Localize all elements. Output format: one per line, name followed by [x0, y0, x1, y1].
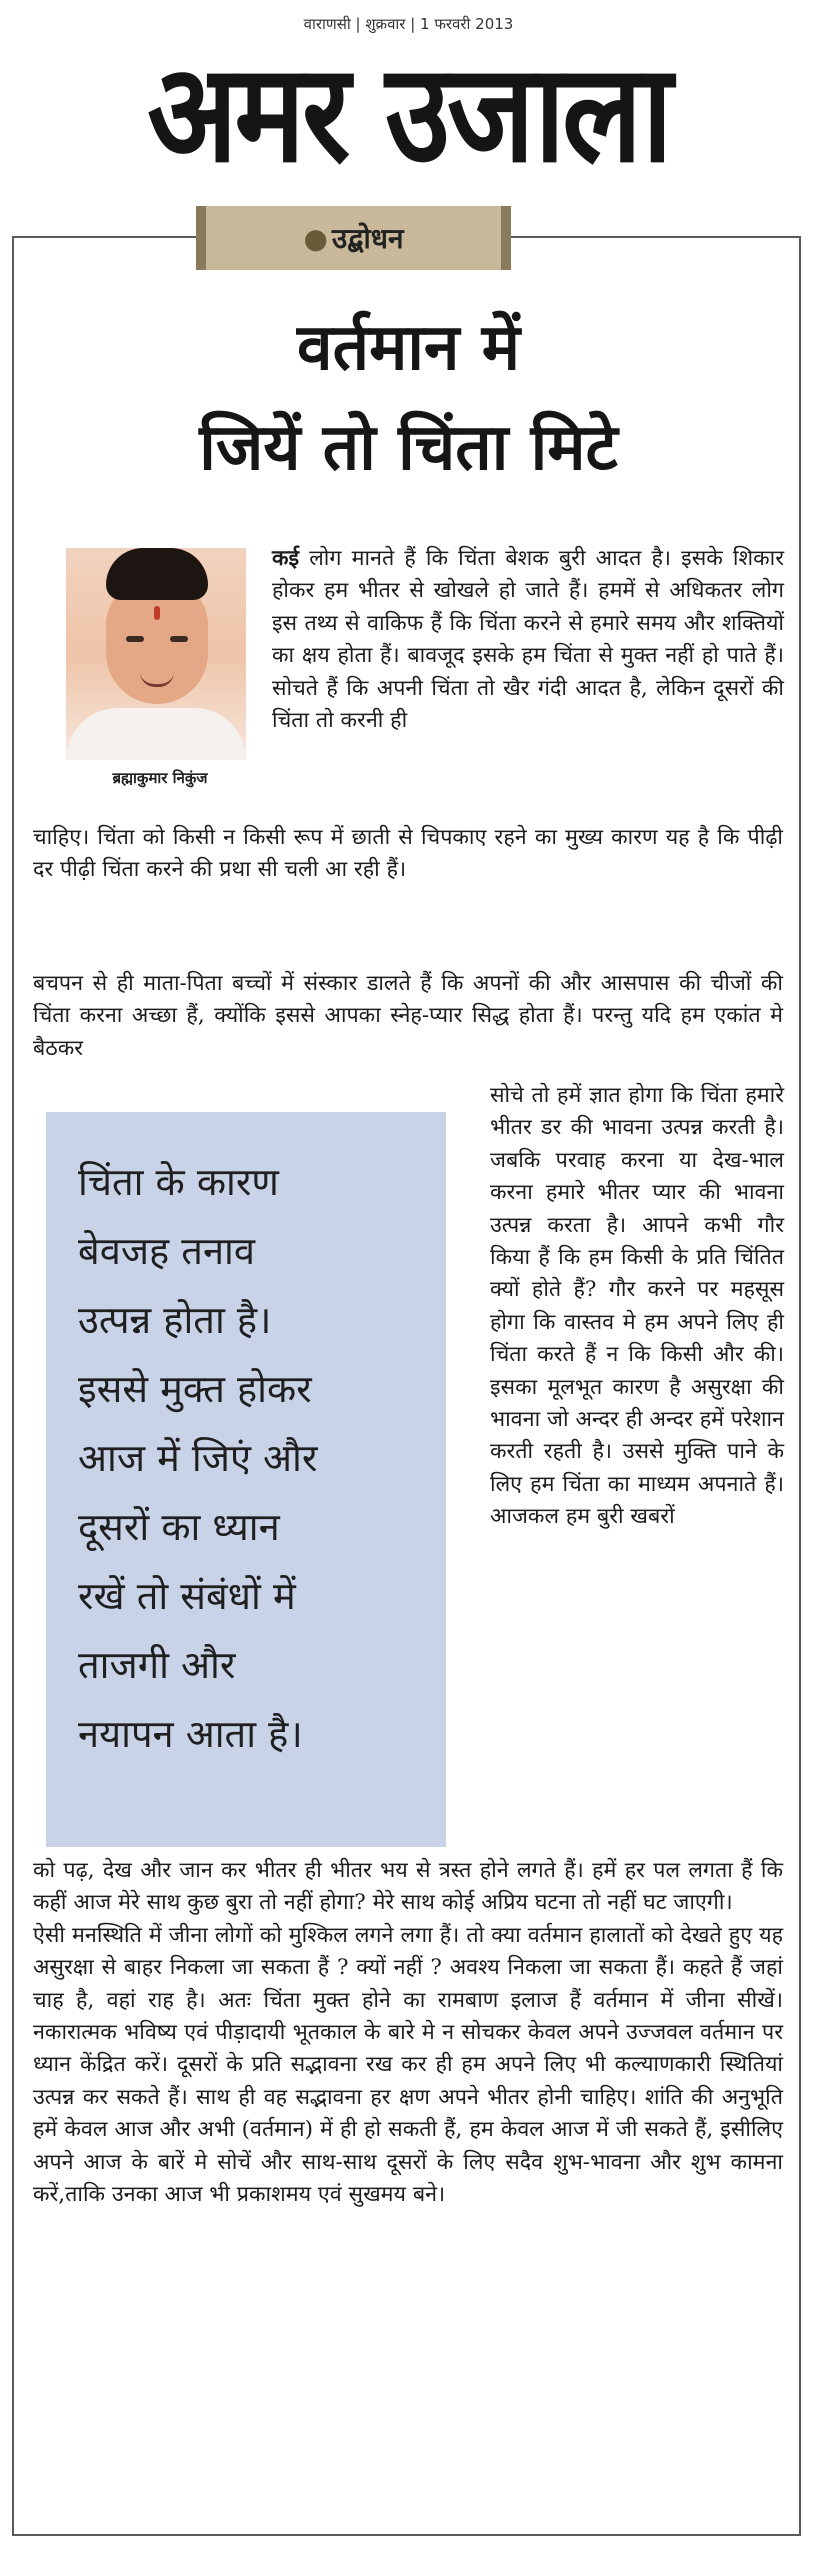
- headline-line-2: जियें तो चिंता मिटे: [199, 411, 618, 485]
- pull-quote: [46, 1112, 446, 1847]
- lead-paragraph-continued: चाहिए। चिंता को किसी न किसी रूप में छाती से चिपकाए रहने का मुख्य कारण यह है कि पीढ़ी दर पीढ़ी चिंता करने की प्रथा सी चली आ रही हैं।: [33, 825, 783, 883]
- side-column-paragraph: सोचे तो हमें ज्ञात होगा कि चिंता हमारे भीतर डर की भावना उत्पन्न करती है। जबकि परवाह करना या देख-भाल करना हमारे भीतर प्यार की भावना उत्पन्न करता है। आपने कभी गौर किया हैं कि हम किसी के प्रति चिंतित क्यों होते हैं? गौर करने पर महसूस होगा कि वास्तव मे हम अपने लिए ही चिंता करते हैं न कि किसी और की। इसका मूलभूत कारण है असुरक्षा की भावना जो अन्दर ही अन्दर हमें परेशान करती रहती है। उससे मुक्ति पाने के लिए हम चिंता का माध्यम अपनाते हैं। आजकल हम बुरी खबरों: [490, 1083, 784, 1530]
- pull-quote-line: बेवजह तनाव: [78, 1229, 255, 1273]
- pull-quote-line: उत्पन्न होता है।: [78, 1298, 272, 1342]
- photo-eye-left: [126, 636, 144, 642]
- author-byline: ब्रह्माकुमार निकुंज: [112, 769, 208, 787]
- pull-quote-line: चिंता के कारण: [78, 1160, 279, 1204]
- lead-first-word: कई: [272, 546, 300, 571]
- paragraph-2: बचपन से ही माता-पिता बच्चों में संस्कार डालते हैं कि अपनों की और आसपास की चीजों की चिंता करना अच्छा हैं, क्योंकि इससे आपका स्नेह-प्यार सिद्ध होता हैं। परन्तु यदि हम एकांत मे बैठकर: [33, 971, 783, 1061]
- photo-tilak: [154, 606, 160, 620]
- pull-quote-line: इससे मुक्त होकर: [78, 1367, 312, 1411]
- lead-text: लोग मानते हैं कि चिंता बेशक बुरी आदत है। इसके शिकार होकर हम भीतर से खोखले हो जाते हैं। हममें से अधिकतर लोग इस तथ्य से वाकिफ हैं कि चिंता करने से हमारे समय और शक्तियों का क्षय होता हैं। बावजूद इसके हम चिंता से मुक्त नहीं हो पाते हैं। सोचते हैं कि अपनी चिंता तो खैर गंदी आदत है, लेकिन दूसरों की चिंता तो करनी ही: [272, 546, 784, 734]
- pull-quote-line: रखें तो संबंधों में: [78, 1574, 296, 1618]
- closing-paragraph-1: को पढ़, देख और जान कर भीतर ही भीतर भय से त्रस्त होने लगते हैं। हमें हर पल लगता हैं कि कहीं आज मेरे साथ कुछ बुरा तो नहीं होगा? मेरे साथ कोई अप्रिय घटना तो नहीं घट जाएगी।: [33, 1858, 783, 1916]
- bullet-icon: ●: [303, 221, 328, 255]
- section-tag: [196, 206, 511, 270]
- photo-eye-right: [170, 636, 188, 642]
- dateline: वाराणसी | शुक्रवार | 1 फरवरी 2013: [303, 15, 514, 33]
- closing-paragraph-2: ऐसी मनस्थिति में जीना लोगों को मुश्किल लगने लगा हैं। तो क्या वर्तमान हालातों को देखते हुए यह असुरक्षा से बाहर निकला जा सकता हैं ? क्यों नहीं ? अवश्य निकला जा सकता हैं। कहते हैं जहां चाह है, वहां राह है। अतः चिंता मुक्त होने का रामबाण इलाज हैं वर्तमान में जीना सीखें। नकारात्मक भविष्य एवं पीड़ादायी भूतकाल के बारे मे न सोचकर केवल अपने उज्जवल वर्तमान पर ध्यान केंद्रित करें। दूसरों के प्रति सद्भावना रख कर ही हम अपने लिए भी कल्याणकारी स्थितियां उत्पन्न कर सकते हैं। साथ ही वह सद्भावना हर क्षण अपने भीतर होनी चाहिए। शांति की अनुभूति हमें केवल आज और अभी (वर्तमान) में ही हो सकती हैं, हम केवल आज में जी सकते हैं, इसीलिए अपने आज के बारें मे सोचें और साथ-साथ दूसरों के लिए सदैव शुभ-भावना और शुभ कामना करें,ताकि उनका आज भी प्रकाशमय एवं सुखमय बने।: [33, 1922, 783, 2208]
- photo-shirt: [66, 708, 246, 760]
- headline: [20, 298, 797, 498]
- lead-paragraph: [272, 543, 784, 737]
- pull-quote-line: दूसरों का ध्यान: [78, 1505, 280, 1549]
- closing-paragraphs: [33, 1855, 783, 2211]
- newspaper-masthead: अमर उजाला: [147, 33, 670, 193]
- author-photo: [66, 548, 246, 760]
- pull-quote-line: नयापन आता है।: [78, 1712, 303, 1756]
- pull-quote-line: आज में जिएं और: [78, 1436, 318, 1480]
- headline-line-1: वर्तमान में: [297, 311, 520, 385]
- section-tag-label: उद्बोधन: [331, 222, 404, 255]
- pull-quote-line: ताजगी और: [78, 1643, 236, 1687]
- photo-hair: [106, 548, 208, 600]
